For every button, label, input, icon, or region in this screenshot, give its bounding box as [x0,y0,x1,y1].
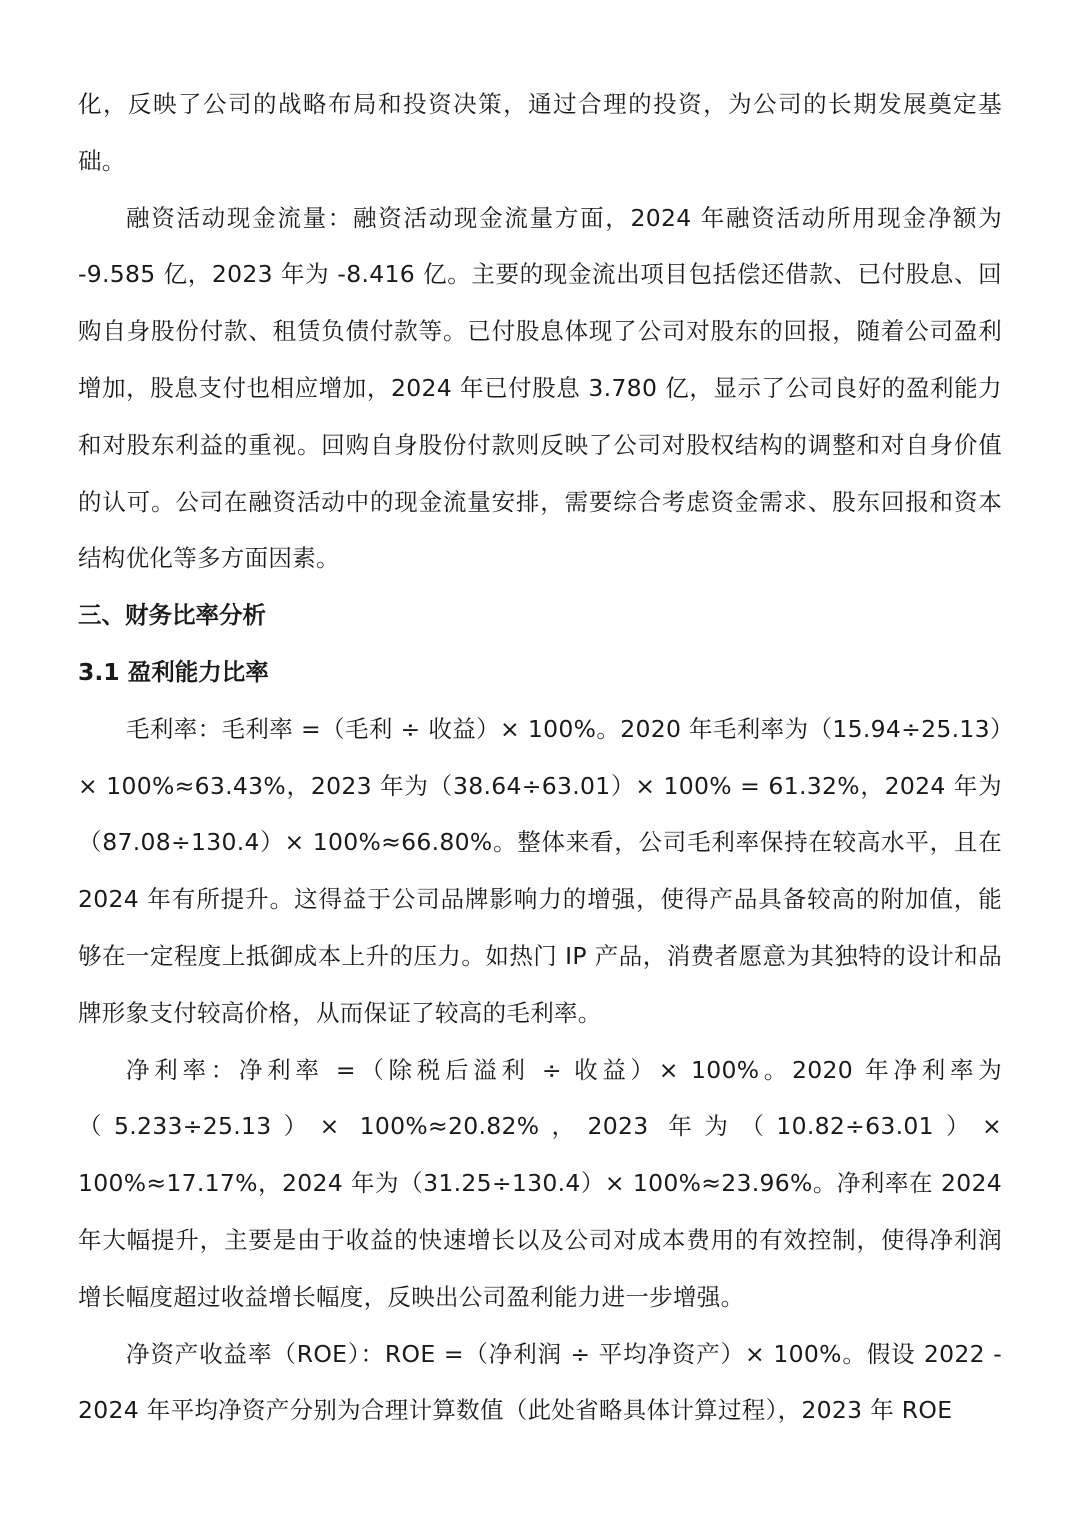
subsection-heading-profitability: 3.1 盈利能力比率 [78,657,269,686]
paragraph-gross-margin: 毛利率：毛利率 =（毛利 ÷ 收益）× 100%。2020 年毛利率为（15.94÷25.13）× 100%≈63.43%，2023 年为（38.64÷63.01）× 100% = 61.32%，2024 年为（87.08÷130.4）× 100%≈66.80%。整体来看，公司毛利率保持在较高水平，且在 2024 年有所提升。这得益于公司品牌影响力的增强，使得产品具备较高的附加值，能够在一定程度上抵御成本上升的压力。如热门 IP 产品，消费者愿意为其独特的设计和品牌形象支付较高价格，从而保证了较高的毛利率。 [78,714,1002,1027]
paragraph-roe: 净资产收益率（ROE）：ROE =（净利润 ÷ 平均净资产）× 100%。假设 2022 - 2024 年平均净资产分别为合理计算数值（此处省略具体计算过程），2023 年 ROE [78,1339,1002,1425]
paragraph-financing-cash-flow: 融资活动现金流量：融资活动现金流量方面，2024 年融资活动所用现金净额为 -9.585 亿，2023 年为 -8.416 亿。主要的现金流出项目包括偿还借款、已付股息、回购自身股份付款、租赁负债付款等。已付股息体现了公司对股东的回报，随着公司盈利增加，股息支付也相应增加，2024 年已付股息 3.780 亿，显示了公司良好的盈利能力和对股东利益的重视。回购自身股份付款则反映了公司对股权结构的调整和对自身价值的认可。公司在融资活动中的现金流量安排，需要综合考虑资金需求、股东回报和资本结构优化等多方面因素。 [78,203,1002,573]
document-page [78,76,1002,1439]
paragraph-investing-conclusion: 化，反映了公司的战略布局和投资决策，通过合理的投资，为公司的长期发展奠定基础。 [78,90,1002,175]
section-heading-financial-ratios: 三、财务比率分析 [78,601,266,630]
paragraph-net-margin: 净利率：净利率 =（除税后溢利 ÷ 收益）× 100%。2020 年净利率为（5.233÷25.13）× 100%≈20.82%，2023 年为（10.82÷63.01）× 100%≈17.17%，2024 年为（31.25÷130.4）× 100%≈23.96%。净利率在 2024 年大幅提升，主要是由于收益的快速增长以及公司对成本费用的有效控制，使得净利润增长幅度超过收益增长幅度，反映出公司盈利能力进一步增强。 [78,1055,1002,1311]
